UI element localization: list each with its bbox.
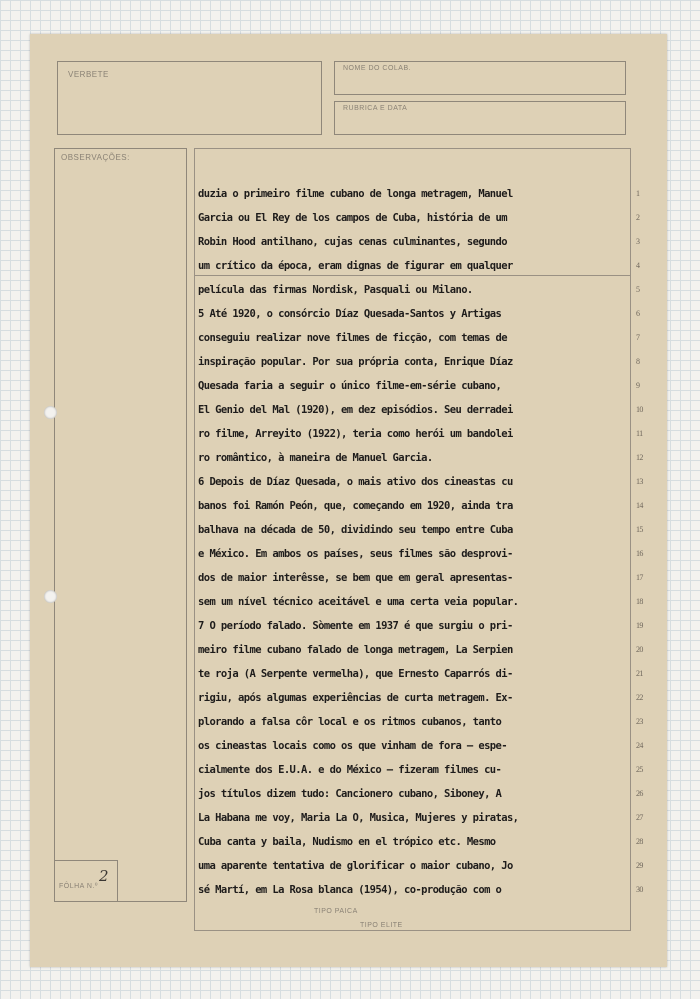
text-line [198,446,643,470]
line-text: Robin Hood antilhano, cujas cenas culminantes, segundo [198,236,507,248]
verbete-box [57,61,322,135]
text-line [198,470,643,494]
line-number: 20 [636,645,643,654]
colab-label: NOME DO COLAB. [343,65,412,72]
line-text: ro filme, Arreyito (1922), teria como herói um bandolei [198,428,513,440]
line-text: rigiu, após algumas experiências de curta metragem. Ex- [198,692,513,704]
line-text: La Habana me voy, Maria La O, Musica, Mujeres y piratas, [198,812,519,824]
line-number: 2 [636,213,640,222]
text-line [198,350,640,374]
line-text: sem um nível técnico aceitável e uma certa veia popular. [198,596,519,608]
line-text: duzia o primeiro filme cubano de longa metragem, Manuel [198,188,513,200]
text-line [198,494,643,518]
line-number: 6 [636,309,640,318]
text-line [198,302,640,326]
folha-label: FÔLHA N.º [59,883,98,890]
text-line [198,590,643,614]
binder-hole-bottom [44,590,57,603]
text-line [198,782,643,806]
text-line [198,710,643,734]
colab-box [334,61,626,95]
line-number: 1 [636,189,640,198]
line-text: te roja (A Serpente vermelha), que Ernesto Caparrós di- [198,668,513,680]
line-number: 14 [636,501,643,510]
text-line [198,374,640,398]
line-text: 6 Depois de Díaz Quesada, o mais ativo dos cineastas cu [198,476,513,488]
line-text: conseguiu realizar nove filmes de ficção, com temas de [198,332,507,344]
line-number: 25 [636,765,643,774]
line-text: banos foi Ramón Peón, que, começando em 1920, ainda tra [198,500,513,512]
line-text: ro romântico, à maneira de Manuel Garcia. [198,452,433,464]
text-line [198,614,643,638]
text-line [198,734,643,758]
line-number: 3 [636,237,640,246]
line-text: cialmente dos E.U.A. e do México — fizeram filmes cu- [198,764,502,776]
folha-box [54,860,118,902]
rubrica-label: RUBRICA E DATA [343,105,408,112]
line-text: película das firmas Nordisk, Pasquali ou Milano. [198,284,473,296]
line-text: jos títulos dizem tudo: Cancionero cubano, Siboney, A [198,788,502,800]
line-text: meiro filme cubano falado de longa metragem, La Serpien [198,644,513,656]
text-line [198,878,643,902]
line-text: Cuba canta y baila, Nudismo en el trópico etc. Mesmo [198,836,496,848]
line-text: sé Martí, em La Rosa blanca (1954), co-produção com o [198,884,502,896]
typed-text [198,182,643,902]
line-number: 29 [636,861,643,870]
verbete-label: VERBETE [68,70,109,79]
text-line [198,806,643,830]
text-line [198,278,640,302]
tipo-paica-label: TIPO PAICA [314,908,358,915]
line-number: 19 [636,621,643,630]
line-number: 7 [636,333,640,342]
line-text: inspiração popular. Por sua própria conta, Enrique Díaz [198,356,513,368]
line-number: 24 [636,741,643,750]
line-number: 28 [636,837,643,846]
line-number: 9 [636,381,640,390]
bottom-rule [194,930,631,931]
text-line [198,326,640,350]
text-line [198,662,643,686]
text-line [198,758,643,782]
margin-rule-left [194,148,195,931]
line-text: Garcia ou El Rey de los campos de Cuba, história de um [198,212,507,224]
line-text: os cineastas locais como os que vinham de fora — espe- [198,740,507,752]
observacoes-box [54,148,187,902]
margin-rule-right [630,148,631,931]
line-number: 17 [636,573,643,582]
text-line [198,398,643,422]
line-text: 5 Até 1920, o consórcio Díaz Quesada-Santos y Artigas [198,308,502,320]
text-line [198,566,643,590]
text-line [198,638,643,662]
line-text: dos de maior interêsse, se bem que em geral apresentas- [198,572,513,584]
text-line [198,206,640,230]
rubrica-box [334,101,626,135]
line-number: 15 [636,525,643,534]
line-number: 30 [636,885,643,894]
line-number: 21 [636,669,643,678]
text-line [198,254,640,278]
line-number: 27 [636,813,643,822]
line-number: 16 [636,549,643,558]
line-number: 13 [636,477,643,486]
line-number: 23 [636,717,643,726]
line-number: 11 [636,429,643,438]
line-number: 18 [636,597,643,606]
line-number: 26 [636,789,643,798]
line-number: 8 [636,357,640,366]
line-number: 12 [636,453,643,462]
text-line [198,830,643,854]
line-text: balhava na década de 50, dividindo seu tempo entre Cuba [198,524,513,536]
text-line [198,182,640,206]
text-line [198,422,643,446]
observacoes-label: OBSERVAÇÕES: [61,153,130,162]
text-line [198,542,643,566]
line-number: 22 [636,693,643,702]
line-number: 4 [636,261,640,270]
line-text: uma aparente tentativa de glorificar o maior cubano, Jo [198,860,513,872]
line-text: um crítico da época, eram dignas de figurar em qualquer [198,260,513,272]
line-text: e México. Em ambos os países, seus filmes são desprovi- [198,548,513,560]
text-line [198,230,640,254]
line-text: El Genio del Mal (1920), em dez episódios. Seu derradei [198,404,513,416]
binder-hole-top [44,406,57,419]
folha-number: 2 [99,867,109,885]
text-line [198,686,643,710]
tipo-elite-label: TIPO ELITE [360,922,403,929]
line-number: 10 [636,405,643,414]
line-text: plorando a falsa côr local e os ritmos cubanos, tanto [198,716,502,728]
line-text: Quesada faria a seguir o único filme-em-série cubano, [198,380,502,392]
line-number: 5 [636,285,640,294]
text-line [198,854,643,878]
top-rule [194,148,631,149]
text-line [198,518,643,542]
line-text: 7 O período falado. Sòmente em 1937 é que surgiu o pri- [198,620,513,632]
